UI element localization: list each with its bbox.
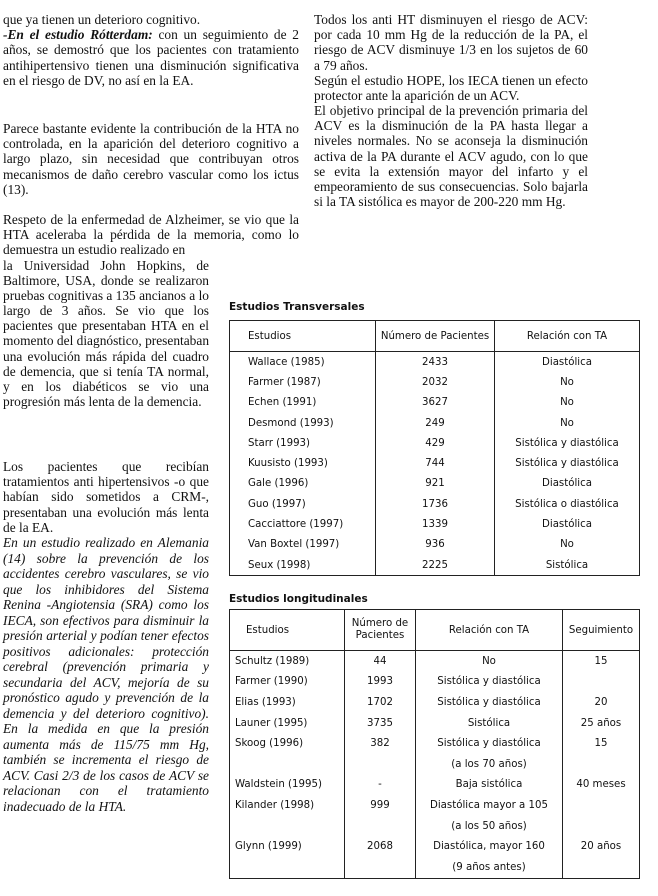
table-cell <box>230 754 345 775</box>
left-paragraph-3b: la Universidad John Hopkins, de Baltimore, USA, donde se realizaron pruebas cognitivas a 135 ancianos a lo largo de 3 años. Se vio que los pacientes que presentaban HTA en el momento del diagnóstico, presentaban una evolución más rápida del cuadro de demencia, que si tenía TA normal, y en los diabéticos se vio una progresión más lenta de la demencia. <box>3 258 210 409</box>
table-cell: Starr (1993) <box>248 437 311 449</box>
table-cell: 382 <box>345 733 416 754</box>
table-cell: Diastólica <box>542 478 592 490</box>
table-cell: No <box>560 376 574 388</box>
table-row <box>230 352 640 373</box>
table-cell: 2225 <box>376 555 495 576</box>
table-row <box>230 651 640 672</box>
table-cell <box>345 857 416 878</box>
table-row <box>230 433 640 453</box>
right-paragraph-3: El objetivo principal de la prevención primaria del ACV es la disminución de la PA hasta llegar a niveles normales. No se aconseja la disminución activa de la PA durante el ACV agudo, con lo que se evita la extensión mayor del infarto y el empeoramiento de sus consecuencias. Solo bajarla si la TA sistólica es mayor de 200-220 mm Hg. <box>314 103 588 210</box>
table-cell: Schultz (1989) <box>235 655 310 667</box>
table-cell: Desmond (1993) <box>248 417 334 429</box>
table-cell: 20 años <box>563 836 640 857</box>
table-cell: Elias (1993) <box>235 696 296 708</box>
table-longitudinal <box>229 609 640 879</box>
table-cell: Skoog (1996) <box>235 738 304 750</box>
table-cell: Gale (1996) <box>248 478 309 490</box>
table-row <box>230 413 640 433</box>
table-cell: 1736 <box>376 494 495 514</box>
table-cell: 2068 <box>345 836 416 857</box>
table-cell: 40 meses <box>563 775 640 796</box>
table-cell <box>563 672 640 693</box>
table-row <box>230 754 640 775</box>
table-cell: Kilander (1998) <box>235 799 315 811</box>
table-cell: (a los 70 años) <box>416 754 563 775</box>
table-cell <box>345 754 416 775</box>
table-cell: 1993 <box>345 672 416 693</box>
table-cell: Wallace (1985) <box>248 356 325 368</box>
table-row <box>230 494 640 514</box>
col-header-pacientes: Número de Pacientes <box>345 610 416 651</box>
table-cell: 921 <box>376 474 495 494</box>
table-cell: 2032 <box>376 372 495 392</box>
table-cell: Sistólica y diastólica <box>416 692 563 713</box>
left-paragraph-3a: Respeto de la enfermedad de Alzheimer, se vio que la HTA aceleraba la pérdida de la memoria, como lo demuestra un estudio realizado en <box>3 212 299 258</box>
left-paragraph-5: En un estudio realizado en Alemania (14) sobre la prevención de los accidentes cerebro vasculares, se vio que los inhibidores del Sistema Renina -Angiotensia (SRA) como los IECA, son efectivos para disminuir la presión arterial y podían tener efectos positivos adicionales: protección cerebral (prevención primaria y secundaria del ACV, mejoría de su pronóstico agudo y prevención de la demencia y del deterioro cognitivo). En la medida en que la presión aumenta más de 115/75 mm Hg, también se incrementa el riesgo de ACV. Casi 2/3 de los casos de ACV se relacionan con el tratamiento inadecuado de la HTA. <box>3 535 209 814</box>
table-cell: No <box>560 417 574 429</box>
table-cell: 429 <box>376 433 495 453</box>
table-cell: 1339 <box>376 514 495 534</box>
table-cell: 744 <box>376 453 495 473</box>
table-cell <box>563 857 640 878</box>
table-cell: (a los 50 años) <box>416 816 563 837</box>
left-paragraph-2: Parece bastante evidente la contribución de la HTA no controlada, en la aparición del deterioro cognitivo a largo plazo, sin necesidad que contribuyan otros mecanismos de daño cerebro vascular como los ictus (13). <box>3 121 299 197</box>
table-cell: 3735 <box>345 713 416 734</box>
left-paragraph-1 <box>3 12 299 88</box>
table-cell: Sistólica y diastólica <box>416 672 563 693</box>
table-cell: Diastólica, mayor 160 <box>416 836 563 857</box>
table-cell: Sistólica y diastólica <box>416 733 563 754</box>
table-transversal-title: Estudios Transversales <box>229 301 365 313</box>
table-row <box>230 535 640 555</box>
table-cell: No <box>560 397 574 409</box>
table-row <box>230 514 640 534</box>
table-row <box>230 733 640 754</box>
table-cell: Cacciattore (1997) <box>248 519 344 531</box>
table-cell: Diastólica <box>542 356 592 368</box>
table-row <box>230 672 640 693</box>
table-cell: (9 años antes) <box>416 857 563 878</box>
left-p1-line1: que ya tienen un deterioro cognitivo. <box>3 12 201 27</box>
table-cell <box>563 816 640 837</box>
table-header-row <box>230 321 640 352</box>
table-cell: Waldstein (1995) <box>235 779 322 791</box>
rotterdam-text: con un seguimiento de 2 años, se demostró que los pacientes con tratamiento antihipertensivo tienen una disminución significativa en el riesgo de DV, no así en la EA. <box>3 27 299 88</box>
table-row <box>230 713 640 734</box>
table-cell: 15 <box>563 733 640 754</box>
table-cell: 44 <box>345 651 416 672</box>
table-cell: 20 <box>563 692 640 713</box>
table-cell: 1702 <box>345 692 416 713</box>
table-cell: Sistólica <box>545 559 589 571</box>
col-header-estudios: Estudios <box>230 610 345 651</box>
table-cell: Guo (1997) <box>248 498 306 510</box>
table-row <box>230 836 640 857</box>
table-row <box>230 816 640 837</box>
col-header-relacion: Relación con TA <box>495 321 640 352</box>
table-cell: Sistólica o diastólica <box>515 498 619 510</box>
table-cell: Diastólica <box>542 519 592 531</box>
table-cell <box>563 795 640 816</box>
table-cell: 2433 <box>376 352 495 373</box>
table-cell: Kuusisto (1993) <box>248 458 328 470</box>
table-cell: 15 <box>563 651 640 672</box>
table-row <box>230 393 640 413</box>
table-cell: No <box>560 539 574 551</box>
table-cell: 3627 <box>376 393 495 413</box>
table-row <box>230 857 640 878</box>
table-header-row <box>230 610 640 651</box>
table-cell <box>563 754 640 775</box>
table-row <box>230 372 640 392</box>
table-row <box>230 453 640 473</box>
table-cell: Seux (1998) <box>248 559 311 571</box>
col-header-seguimiento: Seguimiento <box>563 610 640 651</box>
table-row <box>230 692 640 713</box>
table-cell: 25 años <box>563 713 640 734</box>
table-cell: Farmer (1987) <box>248 376 321 388</box>
col-header-relacion: Relación con TA <box>416 610 563 651</box>
table-transversal <box>229 320 640 576</box>
col-header-estudios: Estudios <box>230 321 376 352</box>
table-cell <box>230 857 345 878</box>
table-cell: Diastólica mayor a 105 <box>416 795 563 816</box>
table-cell: Launer (1995) <box>235 717 308 729</box>
rotterdam-lead: -En el estudio Rótterdam: <box>3 27 153 43</box>
table-cell: 999 <box>345 795 416 816</box>
right-paragraph-1: Todos los anti HT disminuyen el riesgo de ACV: por cada 10 mm Hg de la reducción de la PA, el riesgo de ACV disminuye 1/3 en los sujetos de 60 a 79 años. <box>314 12 588 73</box>
table-cell: No <box>416 651 563 672</box>
table-cell: Sistólica y diastólica <box>515 437 619 449</box>
table-cell: Glynn (1999) <box>235 841 302 853</box>
table-cell: 249 <box>376 413 495 433</box>
col-header-pacientes: Número de Pacientes <box>376 321 495 352</box>
table-cell: Baja sistólica <box>416 775 563 796</box>
table-cell: Echen (1991) <box>248 397 317 409</box>
table-cell <box>345 816 416 837</box>
table-row <box>230 555 640 576</box>
table-longitudinal-title: Estudios longitudinales <box>229 593 368 605</box>
table-cell: Sistólica <box>416 713 563 734</box>
table-cell: 936 <box>376 535 495 555</box>
right-paragraph-2: Según el estudio HOPE, los IECA tienen un efecto protector ante la aparición de un ACV. <box>314 73 588 104</box>
table-cell: Farmer (1990) <box>235 676 308 688</box>
table-cell: Sistólica y diastólica <box>515 458 619 470</box>
table-cell: - <box>345 775 416 796</box>
left-paragraph-4: Los pacientes que recibían tratamientos anti hipertensivos -o que habían sido sometidos a CRM-, presentaban una evolución más lenta de la EA. <box>3 459 209 535</box>
table-row <box>230 775 640 796</box>
table-cell: Van Boxtel (1997) <box>248 539 340 551</box>
table-row <box>230 474 640 494</box>
table-row <box>230 795 640 816</box>
table-cell <box>230 816 345 837</box>
